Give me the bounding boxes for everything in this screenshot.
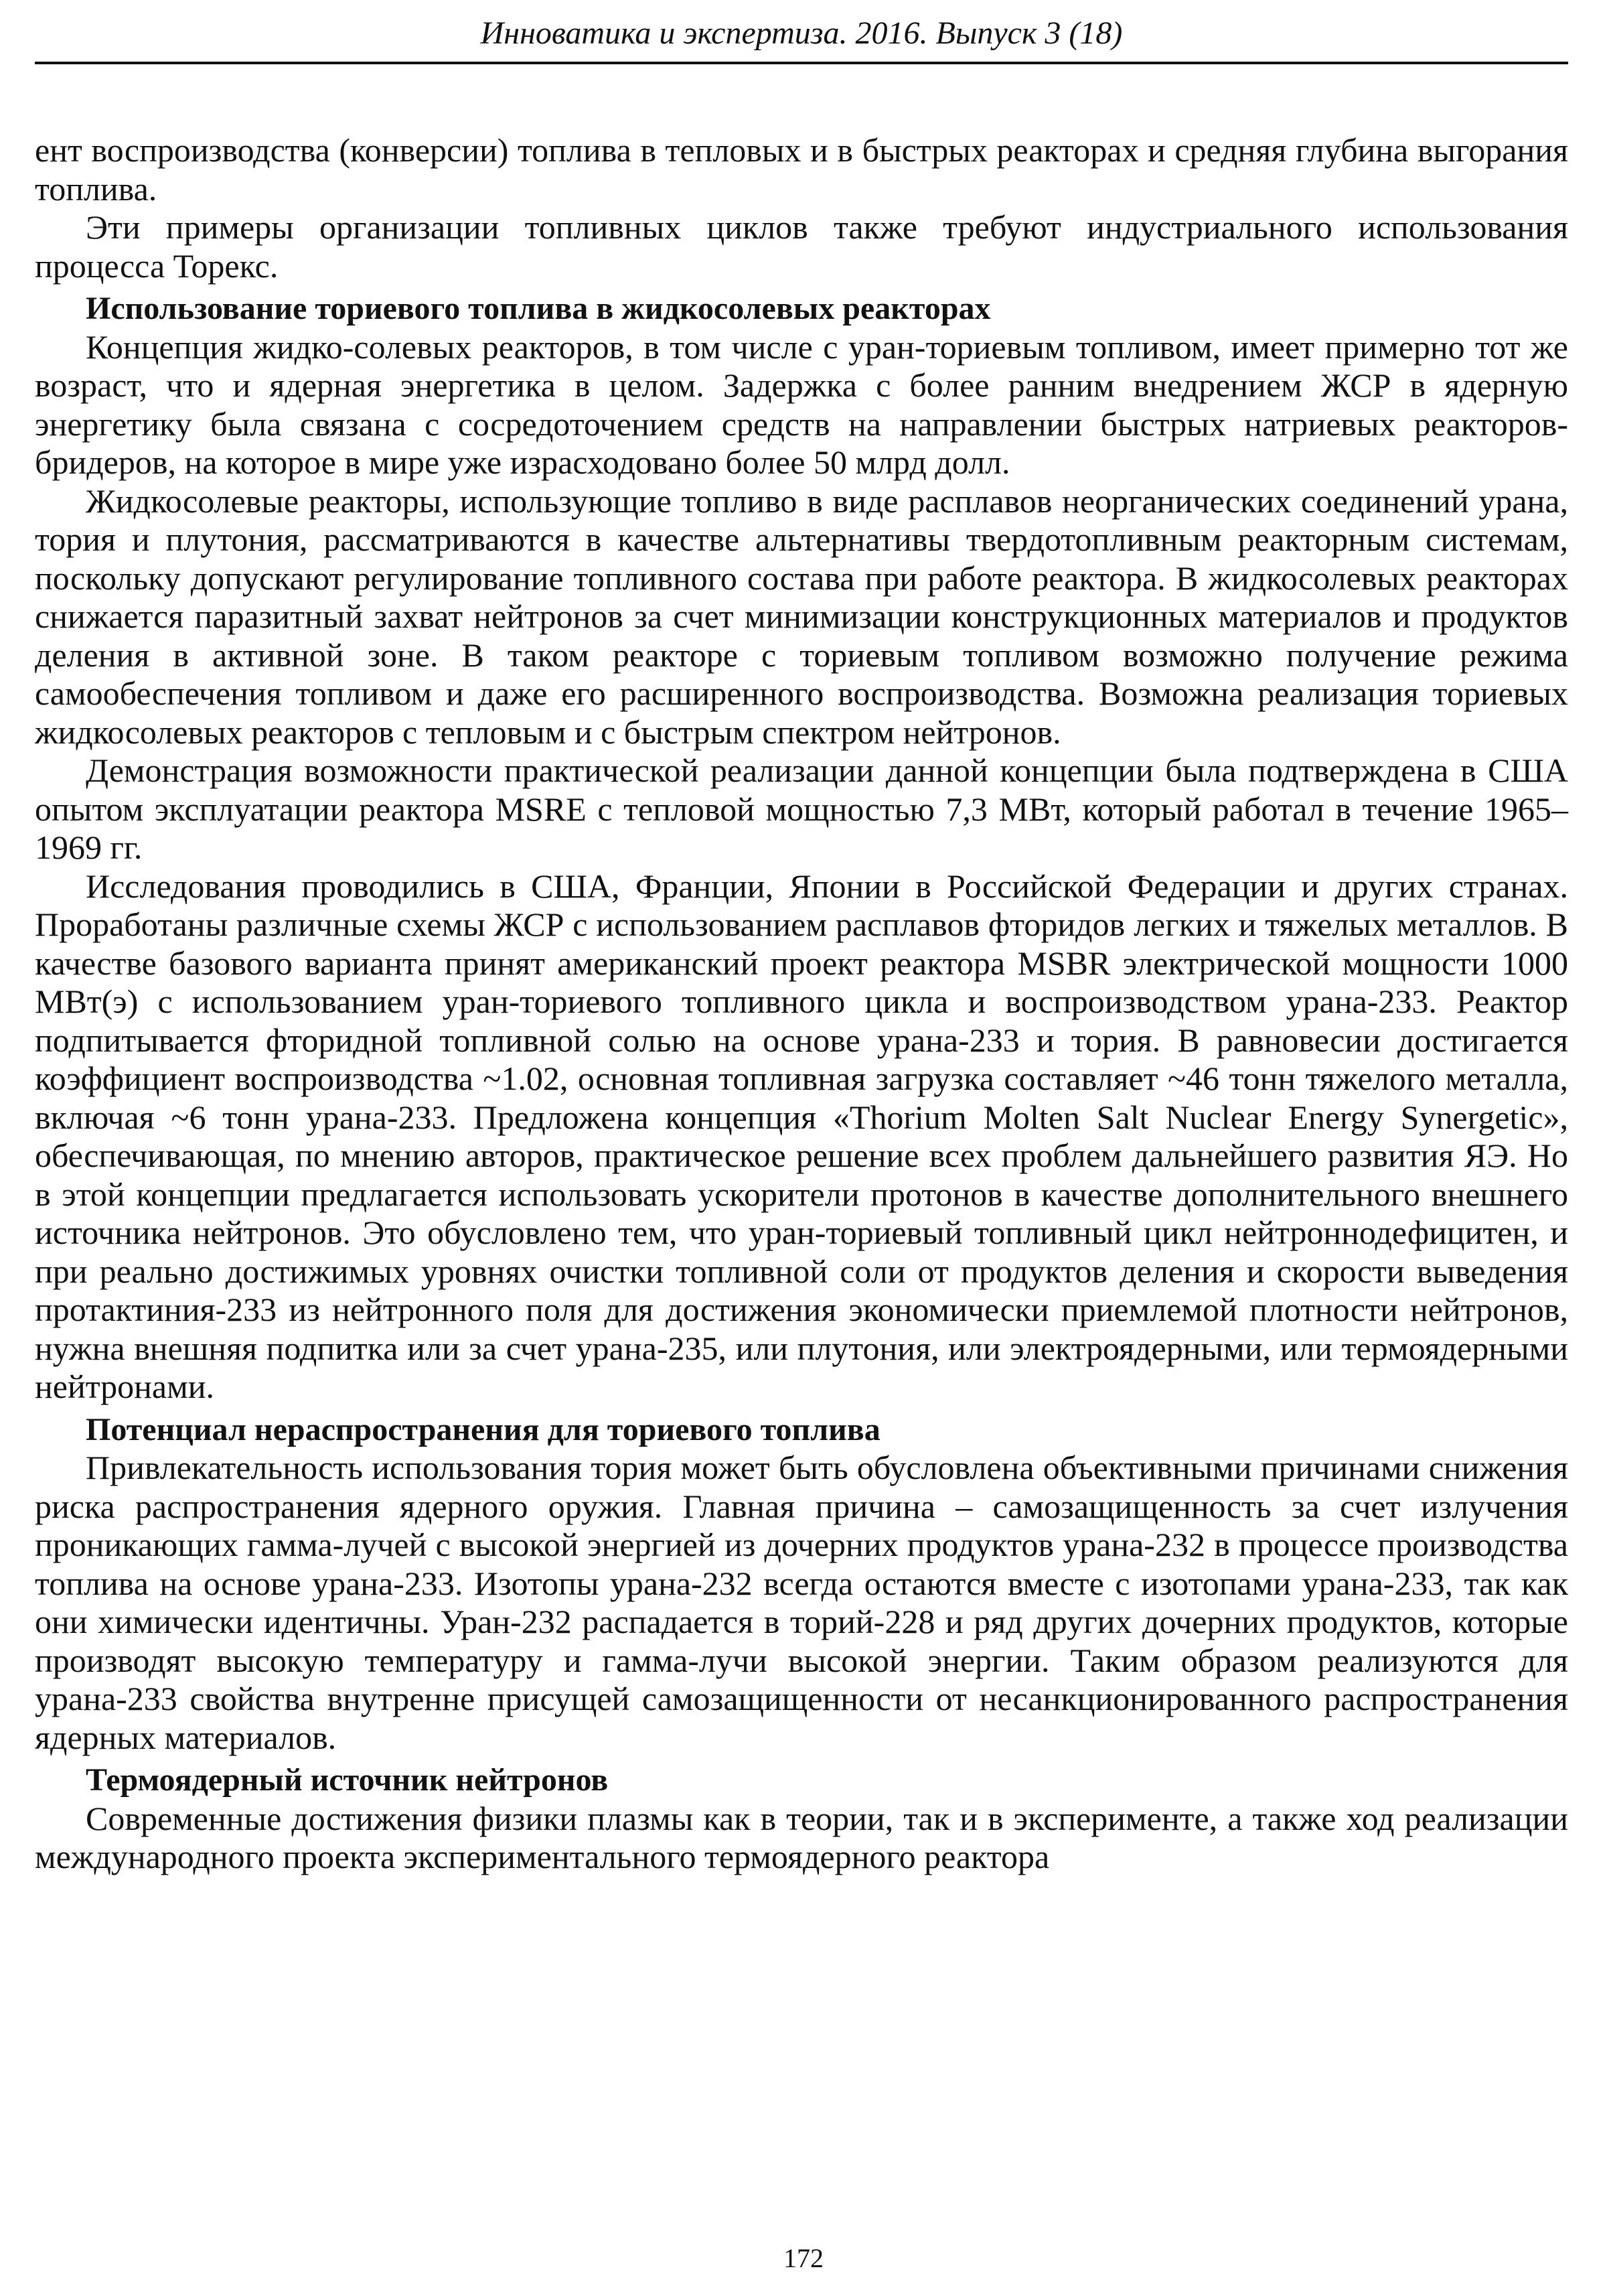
paragraph: Исследования проводились в США, Франции, Японии в Российской Федерации и других странах. Проработаны различные схемы ЖСР с использованием расплавов фторидов легких и тяжелых металлов. В качестве базового варианта принят американский проект реактора MSBR электрической мощности 1000 МВт(э) с использованием уран-ториевого топливного цикла и воспроизводством урана-233. Реактор подпитывается фторидной топливной солью на основе урана-233 и тория. В равновесии достигается коэффициент воспроизводства ~1.02, основная топливная загрузка составляет ~46 тонн тяжелого металла, включая ~6 тонн урана-233. Предложена концепция «Thorium Molten Salt Nuclear Energy Synergetic», обеспечивающая, по мнению авторов, практическое решение всех проблем дальнейшего развития ЯЭ. Но в этой концепции предлагается использовать ускорители протонов в качестве дополнительного внешнего источника нейтронов. Это обусловлено тем, что уран-ториевый топливный цикл нейтроннодефицитен, и при реально достижимых уровнях очистки топливной соли от продуктов деления и скорости выведения протактиния-233 из нейтронного поля для достижения экономически приемлемой плотности нейтронов, нужна внешняя подпитка или за счет урана-235, или плутония, или электроядерными, или термоядерными нейтронами.	[35, 867, 1568, 1405]
paragraph-torex: Эти примеры организации топливных циклов также требуют индустриального использования процесса Торекс.	[35, 208, 1568, 285]
running-header: Инноватика и экспертиза. 2016. Выпуск 3 (18)	[480, 15, 1123, 51]
paragraph: Концепция жидко-солевых реакторов, в том числе с уран-ториевым топливом, имеет примерно тот же возраст, что и ядерная энергетика в целом. Задержка с более ранним внедрением ЖСР в ядерную энергетику была связана с сосредоточением средств на направлении быстрых натриевых реакторов-бридеров, на которое в мире уже израсходовано более 50 млрд долл.	[35, 328, 1568, 481]
section-heading-molten-salt: Использование ториевого топлива в жидкосолевых реакторах	[86, 291, 991, 326]
paragraph-continuation: ент воспроизводства (конверсии) топлива в тепловых и в быстрых реакторах и средняя глубина выгорания топлива.	[35, 131, 1568, 208]
paragraph: Жидкосолевые реакторы, использующие топливо в виде расплавов неорганических соединений урана, тория и плутония, рассматриваются в качестве альтернативы твердотопливным реакторным системам, поскольку допускают регулирование топливного состава при работе реактора. В жидкосолевых реакторах снижается паразитный захват нейтронов за счет минимизации конструкционных материалов и продуктов деления в активной зоне. В таком реакторе с ториевым топливом возможно получение режима самообеспечения топливом и даже его расширенного воспроизводства. Возможна реализация ториевых жидкосолевых реакторов с тепловым и с быстрым спектром нейтронов.	[35, 482, 1568, 751]
paragraph: Современные достижения физики плазмы как в теории, так и в эксперименте, а также ход реализации международного проекта экспериментального термоядерного реактора	[35, 1799, 1568, 1875]
article-body	[35, 131, 1568, 1877]
section-heading-nonproliferation: Потенциал нераспространения для ториевого топлива	[86, 1411, 881, 1447]
section-heading-fusion-neutron-source: Термоядерный источник нейтронов	[86, 1762, 609, 1798]
page-number: 172	[783, 2243, 824, 2273]
header-rule	[35, 62, 1568, 64]
paragraph: Демонстрация возможности практической реализации данной концепции была подтверждена в США опытом эксплуатации реактора MSRE с тепловой мощностью 7,3 МВт, который работал в течение 1965–1969 гг.	[35, 751, 1568, 866]
paragraph: Привлекательность использования тория может быть обусловлена объективными причинами снижения риска распространения ядерного оружия. Главная причина – самозащищенность за счет излучения проникающих гамма-лучей с высокой энергией из дочерних продуктов урана-232 в процессе производства топлива на основе урана-233. Изотопы урана-232 всегда остаются вместе с изотопами урана-233, так как они химически идентичны. Уран-232 распадается в торий-228 и ряд других дочерних продуктов, которые производят высокую температуру и гамма-лучи высокой энергии. Таким образом реализуются для урана-233 свойства внутренне присущей самозащищенности от несанкционированного распространения ядерных материалов.	[35, 1449, 1568, 1756]
